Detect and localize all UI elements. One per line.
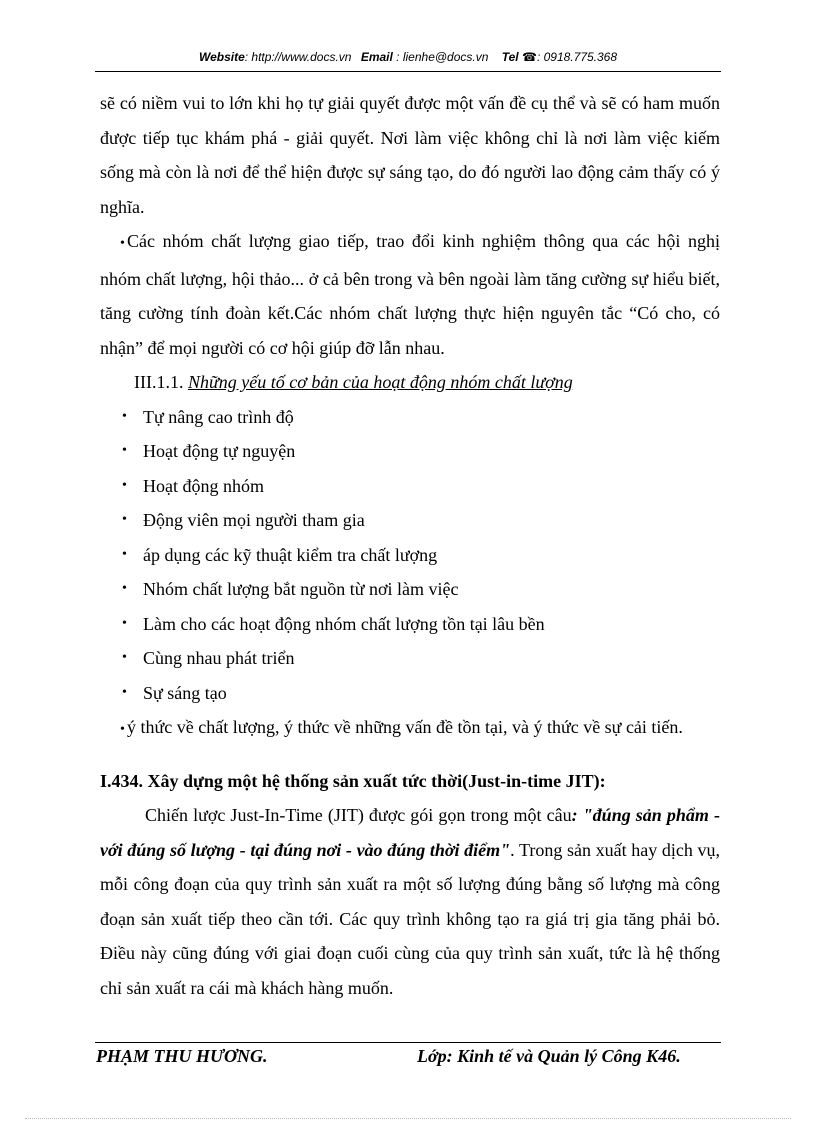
footer-divider xyxy=(95,1042,721,1043)
list-item: • Động viên mọi người tham gia xyxy=(100,503,720,538)
bullet-icon: • xyxy=(122,684,127,700)
footer-class: Lớp: Kinh tế và Quản lý Công K46. xyxy=(417,1046,681,1066)
list-item: • Nhóm chất lượng bắt nguồn từ nơi làm việc xyxy=(100,572,720,607)
tel-label: Tel xyxy=(501,50,519,64)
jit-intro: Chiến lược Just-In-Time (JIT) được gói gọn trong một câu xyxy=(145,805,572,825)
list-item: • ý thức về chất lượng, ý thức về những vấn đề tồn tại, và ý thức về sự cải tiến. xyxy=(100,710,720,748)
subsection-number: III.1.1. xyxy=(134,372,184,392)
list-item: • áp dụng các kỹ thuật kiểm tra chất lượng xyxy=(100,538,720,573)
website-value: : http://www.docs.vn xyxy=(244,50,352,64)
list-item: • Sự sáng tạo xyxy=(100,676,720,711)
bullet-icon: • xyxy=(122,443,127,458)
bullet-icon: • xyxy=(122,408,127,424)
bullet-icon: • xyxy=(122,650,127,665)
footer-author: PHẠM THU HƯƠNG. xyxy=(96,1046,268,1066)
list-item: • Tự nâng cao trình độ xyxy=(100,400,720,435)
list-item: • Cùng nhau phát triển xyxy=(100,641,720,676)
jit-quote: : "đúng sản phẩm - với đúng số lượng - tại đúng nơi - vào đúng thời điểm" xyxy=(100,805,720,860)
bullet-icon: • xyxy=(122,512,127,527)
website-label: Website xyxy=(198,50,245,64)
telephone-icon: ☎ xyxy=(522,50,537,64)
subsection-title: Những yếu tố cơ bản của hoạt động nhóm chất lượng xyxy=(187,372,573,392)
paragraph-intro: sẽ có niềm vui to lớn khi họ tự giải quyết được một vấn đề cụ thể và sẽ có ham muốn được tiếp tục khám phá - giải quyết. Nơi làm việc không chỉ là nơi làm việc kiếm sống mà còn là nơi để thể hiện được sự sáng tạo, do đó người lao động cảm thấy có ý nghĩa. xyxy=(100,93,720,217)
bullet-icon: • xyxy=(120,722,125,737)
bullet-icon: • xyxy=(122,546,127,562)
jit-rest: . Trong sản xuất hay dịch vụ, mỗi công đoạn của quy trình sản xuất ra một số lượng đúng bằng số lượng mà công đoạn sản xuất tiếp theo cần tới. Các quy trình không tạo ra giá trị gia tăng phải bỏ. Điều này cũng đúng với giai đoạn cuối cùng của quy trình sản xuất, tức là hệ thống chỉ sản xuất ra cái mà khách hàng muốn. xyxy=(100,839,721,998)
page-bottom-border xyxy=(25,1118,791,1119)
tel-value: : 0918.775.368 xyxy=(536,50,618,64)
paragraph-bullet-text: Các nhóm chất lượng giao tiếp, trao đổi kinh nghiệm thông qua các hội nghị nhóm chất lượng, hội thảo... ở cả bên trong và bên ngoài làm tăng cường sự hiểu biết, tăng cường tính đoàn kết.Các nhóm chất lượng thực hiện nguyên tắc “Có cho, có nhận” để mọi người có cơ hội giúp đỡ lẫn nhau. xyxy=(100,231,720,358)
page-content xyxy=(100,86,720,1005)
header-divider xyxy=(95,71,721,72)
paragraph-jit xyxy=(100,798,720,1005)
bullet-icon: • xyxy=(122,477,127,493)
list-item: • Làm cho các hoạt động nhóm chất lượng tồn tại lâu bền xyxy=(100,607,720,642)
bullet-icon: • xyxy=(122,615,127,631)
section-heading-jit: I.434. Xây dựng một hệ thống sản xuất tức thời(Just-in-time JIT): xyxy=(100,770,606,791)
factor-list xyxy=(100,400,720,748)
email-label: Email xyxy=(360,50,393,64)
page-header xyxy=(0,50,816,64)
subsection-heading xyxy=(100,365,720,400)
bullet-icon: • xyxy=(120,236,125,251)
bullet-icon: • xyxy=(122,581,127,596)
list-item: • Hoạt động tự nguyện xyxy=(100,434,720,469)
paragraph-bullet xyxy=(100,224,720,365)
email-value: : lienhe@docs.vn xyxy=(396,50,489,64)
list-item: • Hoạt động nhóm xyxy=(100,469,720,504)
